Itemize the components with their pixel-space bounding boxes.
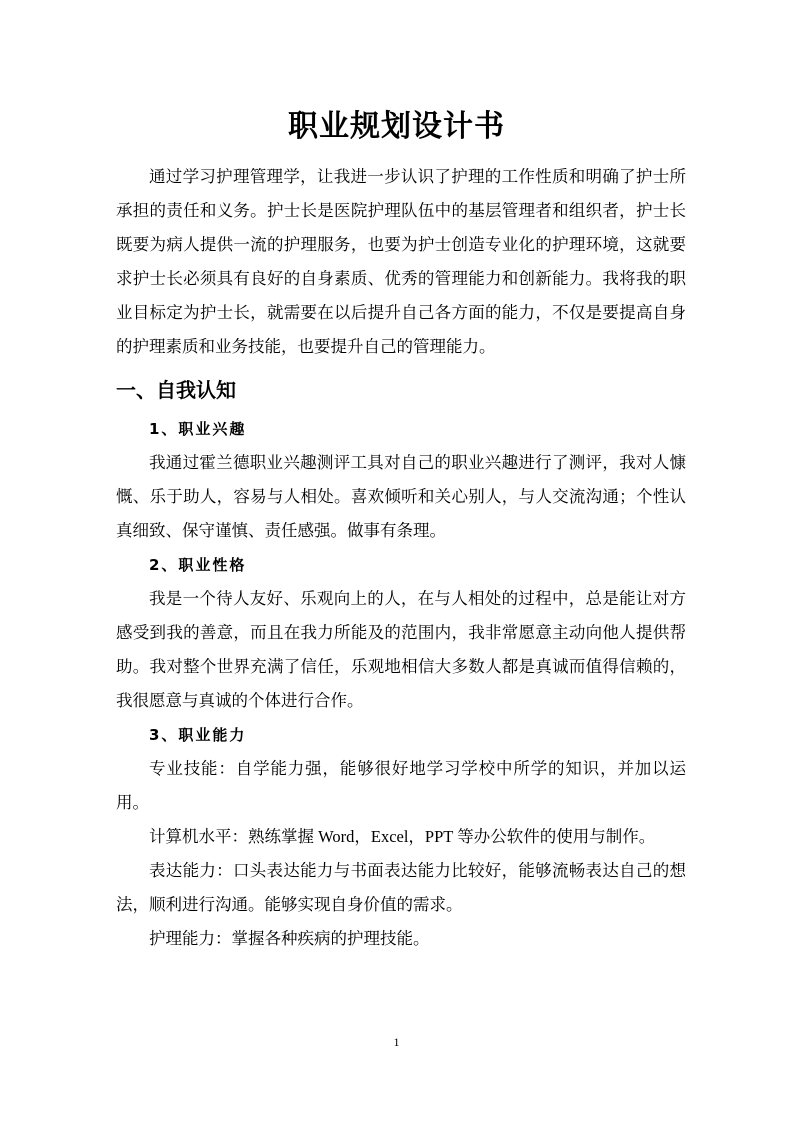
professional-skill-paragraph: 专业技能：自学能力强，能够很好地学习学校中所学的知识，并加以运用。 [116, 759, 686, 812]
nursing-skill-paragraph: 护理能力：掌握各种疾病的护理技能。 [149, 929, 430, 948]
subheading-career-interest: 1、职业兴趣 [149, 420, 247, 438]
expression-skill-paragraph: 表达能力：口头表达能力与书面表达能力比较好，能够流畅表达自己的想法，顺利进行沟通。能够实现自身价值的需求。 [116, 861, 686, 914]
document-body [116, 160, 686, 956]
career-interest-paragraph: 我通过霍兰德职业兴趣测评工具对自己的职业兴趣进行了测评，我对人慷慨、乐于助人，容易与人相处。喜欢倾听和关心别人，与人交流沟通；个性认真细致、保守谨慎、责任感强。做事有条理。 [116, 453, 686, 540]
subheading-career-ability: 3、职业能力 [149, 726, 247, 744]
subheading-career-personality: 2、职业性格 [149, 556, 247, 574]
career-personality-paragraph: 我是一个待人友好、乐观向上的人，在与人相处的过程中，总是能让对方感受到我的善意，而且在我力所能及的范围内，我非常愿意主动向他人提供帮助。我对整个世界充满了信任，乐观地相信大多数人都是真诚而值得信赖的，我很愿意与真诚的个体进行合作。 [116, 589, 686, 710]
computer-skill-paragraph: 计算机水平：熟练掌握 Word，Excel，PPT 等办公软件的使用与制作。 [149, 827, 656, 846]
document-title: 职业规划设计书 [288, 109, 505, 144]
page-number: 1 [393, 1035, 400, 1049]
section-heading-self-awareness: 一、自我认知 [116, 378, 236, 402]
intro-paragraph: 通过学习护理管理学，让我进一步认识了护理的工作性质和明确了护士所承担的责任和义务。护士长是医院护理队伍中的基层管理者和组织者，护士长既要为病人提供一流的护理服务，也要为护士创造专业化的护理环境，这就要求护士长必须具有良好的自身素质、优秀的管理能力和创新能力。我将我的职业目标定为护士长，就需要在以后提升自己各方面的能力，不仅是要提高自身的护理素质和业务技能，也要提升自己的管理能力。 [116, 167, 686, 356]
